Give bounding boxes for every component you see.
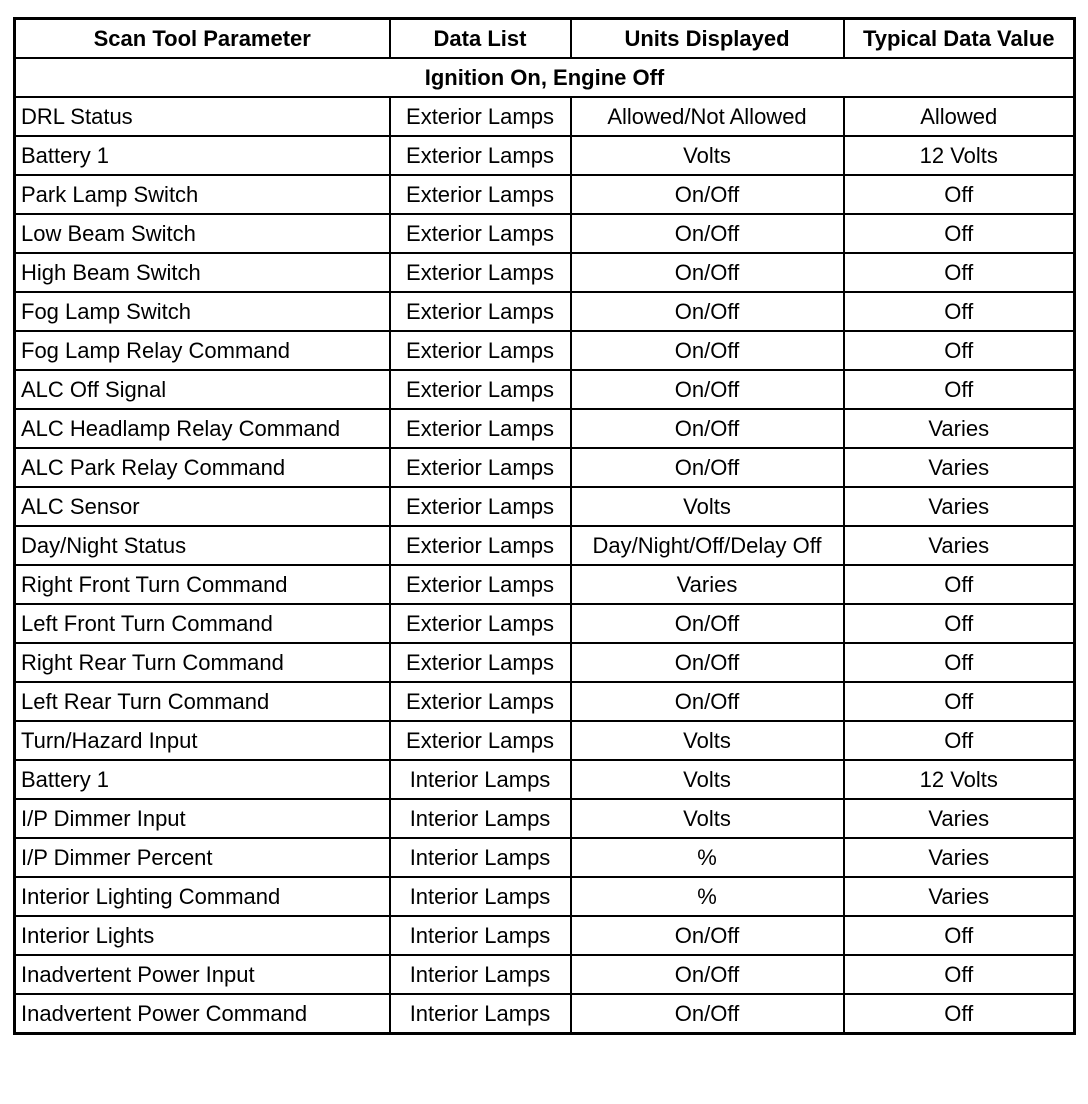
parameter-cell: Fog Lamp Relay Command	[15, 331, 390, 370]
units-cell: On/Off	[571, 448, 844, 487]
parameter-cell: High Beam Switch	[15, 253, 390, 292]
typical-value-cell: Off	[844, 565, 1075, 604]
parameter-cell: Right Front Turn Command	[15, 565, 390, 604]
units-cell: %	[571, 838, 844, 877]
data-list-cell: Exterior Lamps	[390, 175, 571, 214]
units-cell: On/Off	[571, 643, 844, 682]
parameter-cell: ALC Headlamp Relay Command	[15, 409, 390, 448]
parameter-cell: Battery 1	[15, 136, 390, 175]
table-row	[15, 877, 1075, 916]
typical-value-cell: Off	[844, 175, 1075, 214]
table-row	[15, 448, 1075, 487]
typical-value-cell: Varies	[844, 526, 1075, 565]
data-list-cell: Exterior Lamps	[390, 448, 571, 487]
data-list-cell: Exterior Lamps	[390, 565, 571, 604]
parameter-cell: Day/Night Status	[15, 526, 390, 565]
header-units-displayed: Units Displayed	[571, 19, 844, 59]
section-title: Ignition On, Engine Off	[15, 58, 1075, 97]
table-row	[15, 487, 1075, 526]
table-row	[15, 682, 1075, 721]
data-list-cell: Exterior Lamps	[390, 214, 571, 253]
table-row	[15, 370, 1075, 409]
units-cell: Volts	[571, 721, 844, 760]
typical-value-cell: Off	[844, 721, 1075, 760]
units-cell: On/Off	[571, 214, 844, 253]
table-row	[15, 97, 1075, 136]
table-row	[15, 253, 1075, 292]
data-list-cell: Interior Lamps	[390, 877, 571, 916]
data-list-cell: Exterior Lamps	[390, 682, 571, 721]
typical-value-cell: Off	[844, 292, 1075, 331]
data-list-cell: Exterior Lamps	[390, 643, 571, 682]
data-list-cell: Exterior Lamps	[390, 253, 571, 292]
units-cell: Volts	[571, 487, 844, 526]
data-list-cell: Interior Lamps	[390, 838, 571, 877]
typical-value-cell: Varies	[844, 448, 1075, 487]
typical-value-cell: Off	[844, 955, 1075, 994]
data-list-cell: Interior Lamps	[390, 994, 571, 1034]
table-row	[15, 331, 1075, 370]
parameter-cell: ALC Off Signal	[15, 370, 390, 409]
units-cell: On/Off	[571, 955, 844, 994]
units-cell: Varies	[571, 565, 844, 604]
typical-value-cell: Off	[844, 682, 1075, 721]
units-cell: On/Off	[571, 253, 844, 292]
data-list-cell: Exterior Lamps	[390, 370, 571, 409]
table-row	[15, 604, 1075, 643]
typical-value-cell: Varies	[844, 799, 1075, 838]
parameter-cell: Fog Lamp Switch	[15, 292, 390, 331]
units-cell: On/Off	[571, 916, 844, 955]
typical-value-cell: 12 Volts	[844, 760, 1075, 799]
parameter-cell: DRL Status	[15, 97, 390, 136]
units-cell: Day/Night/Off/Delay Off	[571, 526, 844, 565]
section-row	[15, 58, 1075, 97]
data-list-cell: Interior Lamps	[390, 916, 571, 955]
parameter-cell: I/P Dimmer Percent	[15, 838, 390, 877]
parameter-cell: Inadvertent Power Input	[15, 955, 390, 994]
scan-tool-data-table	[13, 17, 1076, 1035]
parameter-cell: I/P Dimmer Input	[15, 799, 390, 838]
table-row	[15, 409, 1075, 448]
units-cell: Volts	[571, 799, 844, 838]
parameter-cell: Low Beam Switch	[15, 214, 390, 253]
units-cell: Volts	[571, 760, 844, 799]
data-list-cell: Exterior Lamps	[390, 487, 571, 526]
typical-value-cell: Off	[844, 370, 1075, 409]
parameter-cell: ALC Sensor	[15, 487, 390, 526]
parameter-cell: Left Rear Turn Command	[15, 682, 390, 721]
table-row	[15, 292, 1075, 331]
parameter-cell: ALC Park Relay Command	[15, 448, 390, 487]
units-cell: Volts	[571, 136, 844, 175]
units-cell: On/Off	[571, 370, 844, 409]
table-row	[15, 214, 1075, 253]
data-list-cell: Exterior Lamps	[390, 526, 571, 565]
data-list-cell: Exterior Lamps	[390, 331, 571, 370]
parameter-cell: Interior Lighting Command	[15, 877, 390, 916]
typical-value-cell: Varies	[844, 877, 1075, 916]
typical-value-cell: Off	[844, 214, 1075, 253]
typical-value-cell: Off	[844, 604, 1075, 643]
typical-value-cell: Off	[844, 331, 1075, 370]
parameter-cell: Inadvertent Power Command	[15, 994, 390, 1034]
table-row	[15, 136, 1075, 175]
data-list-cell: Interior Lamps	[390, 799, 571, 838]
table-row	[15, 526, 1075, 565]
parameter-cell: Left Front Turn Command	[15, 604, 390, 643]
typical-value-cell: Off	[844, 253, 1075, 292]
table-row	[15, 799, 1075, 838]
data-list-cell: Exterior Lamps	[390, 409, 571, 448]
typical-value-cell: Off	[844, 916, 1075, 955]
typical-value-cell: Allowed	[844, 97, 1075, 136]
table-row	[15, 994, 1075, 1034]
header-row	[15, 19, 1075, 59]
table-row	[15, 565, 1075, 604]
typical-value-cell: Off	[844, 643, 1075, 682]
typical-value-cell: 12 Volts	[844, 136, 1075, 175]
parameter-cell: Park Lamp Switch	[15, 175, 390, 214]
units-cell: On/Off	[571, 331, 844, 370]
header-scan-tool-parameter: Scan Tool Parameter	[15, 19, 390, 59]
data-list-cell: Exterior Lamps	[390, 604, 571, 643]
units-cell: %	[571, 877, 844, 916]
units-cell: On/Off	[571, 994, 844, 1034]
parameter-cell: Right Rear Turn Command	[15, 643, 390, 682]
data-list-cell: Exterior Lamps	[390, 721, 571, 760]
parameter-cell: Battery 1	[15, 760, 390, 799]
parameter-cell: Turn/Hazard Input	[15, 721, 390, 760]
table-row	[15, 760, 1075, 799]
typical-value-cell: Off	[844, 994, 1075, 1034]
table-row	[15, 838, 1075, 877]
table-row	[15, 643, 1075, 682]
typical-value-cell: Varies	[844, 487, 1075, 526]
table-row	[15, 175, 1075, 214]
units-cell: On/Off	[571, 409, 844, 448]
data-list-cell: Exterior Lamps	[390, 292, 571, 331]
units-cell: On/Off	[571, 604, 844, 643]
parameter-cell: Interior Lights	[15, 916, 390, 955]
typical-value-cell: Varies	[844, 409, 1075, 448]
data-list-cell: Exterior Lamps	[390, 136, 571, 175]
table-row	[15, 955, 1075, 994]
table-row	[15, 916, 1075, 955]
typical-value-cell: Varies	[844, 838, 1075, 877]
units-cell: Allowed/Not Allowed	[571, 97, 844, 136]
units-cell: On/Off	[571, 292, 844, 331]
table-row	[15, 721, 1075, 760]
data-list-cell: Interior Lamps	[390, 955, 571, 994]
data-list-cell: Exterior Lamps	[390, 97, 571, 136]
units-cell: On/Off	[571, 175, 844, 214]
units-cell: On/Off	[571, 682, 844, 721]
header-data-list: Data List	[390, 19, 571, 59]
header-typical-data-value: Typical Data Value	[844, 19, 1075, 59]
data-list-cell: Interior Lamps	[390, 760, 571, 799]
